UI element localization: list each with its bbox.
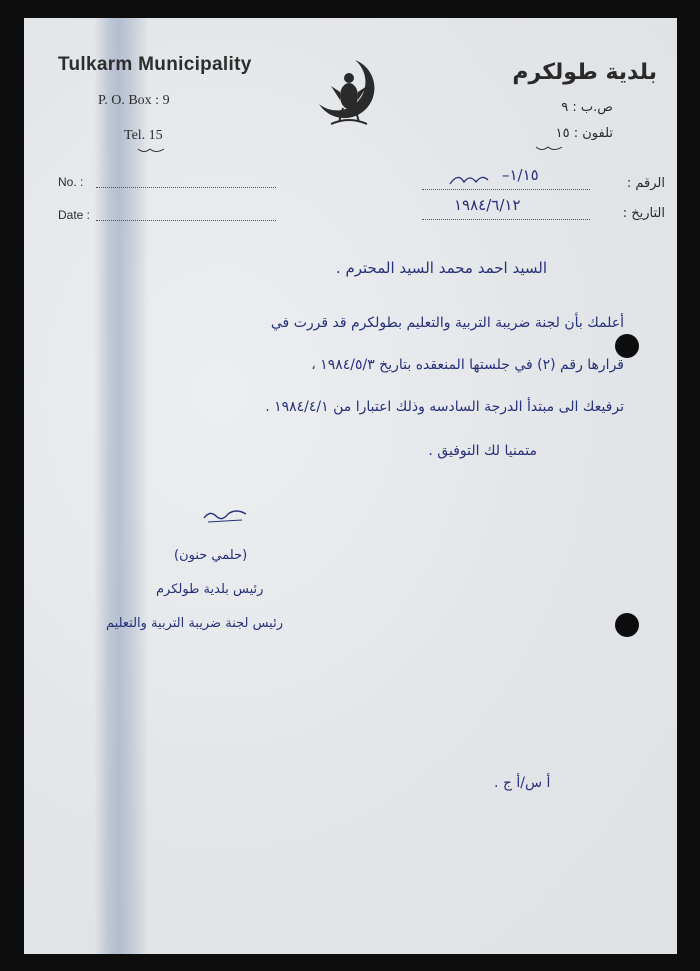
letter-page (24, 18, 677, 954)
english-po-box: P. O. Box : 9 (98, 93, 170, 108)
body-line-2: قرارها رقم (٢) في جلستها المنعقده بتاريخ ١٩٨٤/٥/٣ ، (311, 357, 624, 373)
signer-title-committee: رئيس لجنة ضريبة التربية والتعليم (106, 616, 283, 631)
english-organization-name: Tulkarm Municipality (58, 54, 252, 75)
arabic-number-label: الرقم : (626, 176, 665, 191)
signature-icon (202, 506, 250, 526)
signer-title-mayor: رئيس بلدية طولكرم (156, 582, 264, 597)
reference-scribble-icon (448, 170, 490, 190)
date-field-line (96, 219, 276, 221)
arabic-date-field-line (422, 218, 590, 220)
typist-initials: أ س/أ ج . (494, 775, 551, 791)
municipality-emblem-icon (309, 56, 389, 134)
english-telephone: Tel. 15 (124, 128, 163, 143)
punch-hole (615, 613, 639, 637)
arabic-po-box: ص.ب : ٩ (561, 100, 613, 115)
recipient-line: السيد احمد محمد السيد المحترم . (335, 259, 547, 277)
number-label: No. : (58, 175, 84, 189)
number-field-line (96, 186, 276, 188)
body-line-3: ترفيعك الى مبتدأ الدرجة السادسه وذلك اعتبارا من ١٩٨٤/٤/١ . (265, 399, 624, 415)
arabic-telephone: تلفون : ١٥ (555, 126, 613, 141)
flourish-icon (136, 146, 166, 156)
closing-line: متمنيا لك التوفيق . (428, 443, 537, 459)
arabic-organization-name: بلدية طولكرم (512, 60, 657, 85)
signer-name: (حلمي حنون) (174, 548, 248, 563)
reference-number: ١/١٥– (502, 166, 539, 184)
punch-hole (615, 334, 639, 358)
arabic-date-label: التاريخ : (622, 206, 665, 221)
date-label: Date : (58, 208, 91, 222)
body-line-1: أعلمك بأن لجنة ضريبة التربية والتعليم بطولكرم قد قررت في (270, 315, 624, 331)
flourish-icon (534, 144, 564, 154)
reference-date: ١٩٨٤/٦/١٢ (454, 196, 521, 214)
